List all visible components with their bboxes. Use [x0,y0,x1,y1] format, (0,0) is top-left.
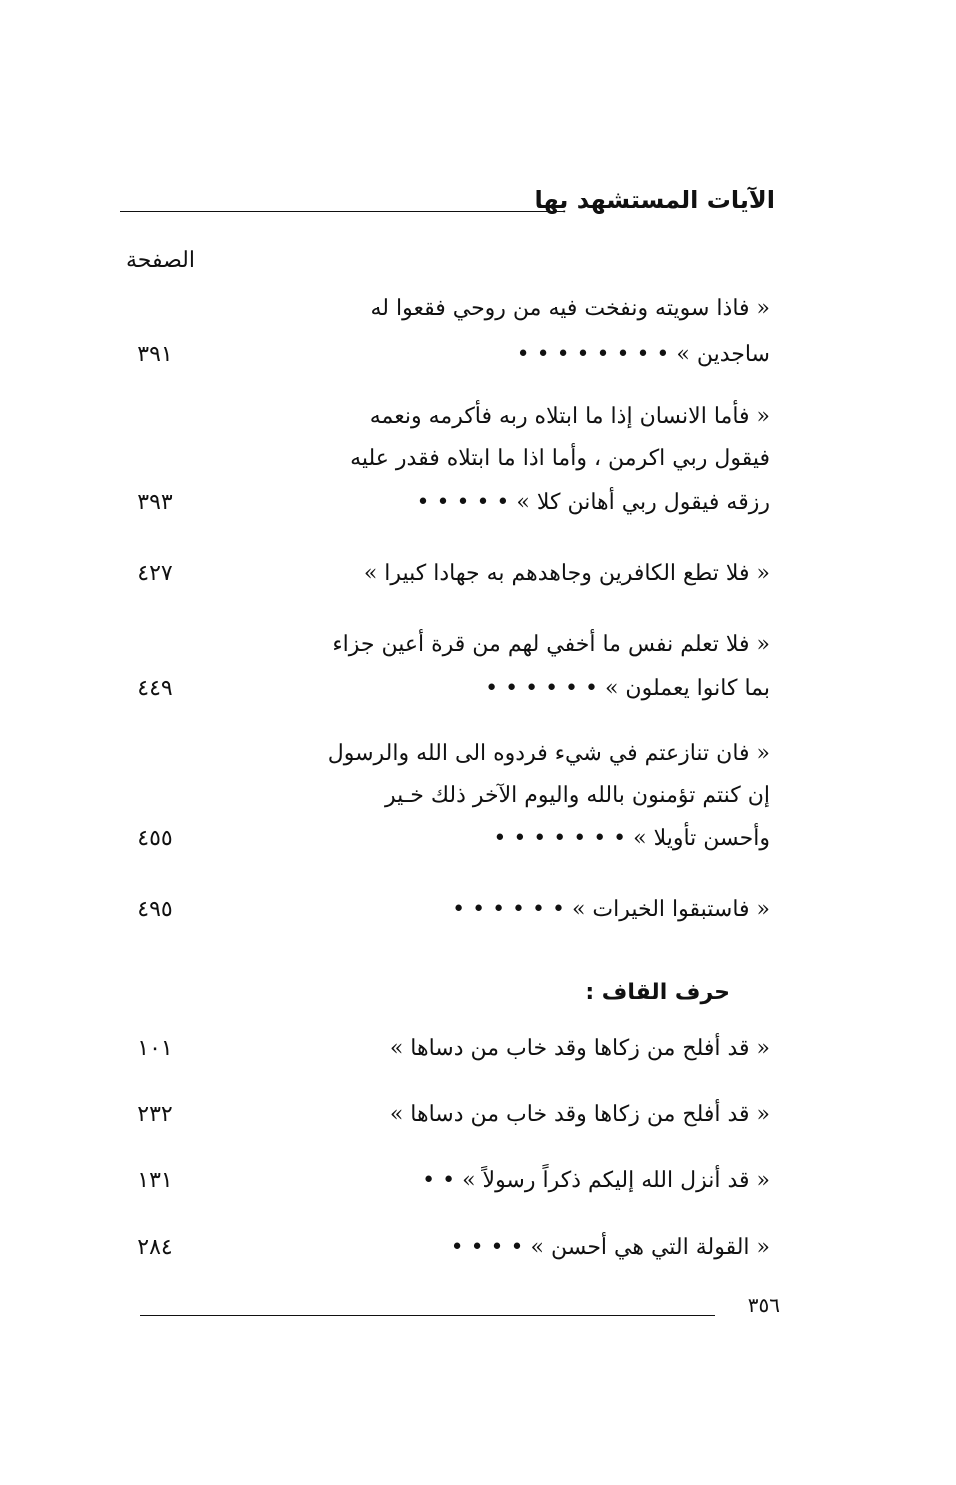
page-column-label: الصفحة [125,248,195,273]
entry-2-line-3: رزقه فيقول ربي أهانن كلا » • • • • • [416,490,770,515]
entry-1-line-2: ساجدين » • • • • • • • • [516,342,770,367]
qaf-entry-4-line-1: « القولة التي هي أحسن » • • • • [450,1235,770,1260]
entry-1-line-1: « فاذا سويته ونفخت فيه من روحي فقعوا له [370,296,770,321]
qaf-entry-2-page-number: ٢٣٢ [137,1102,173,1127]
entry-5-line-3: وأحسن تأويلا » • • • • • • • [493,826,770,851]
entry-3-page-number: ٤٢٧ [137,561,173,586]
qaf-entry-2-line-1: « قد أفلح من زكاها وقد خاب من دساها » [389,1102,770,1127]
entry-6-line-1: « فاستبقوا الخيرات » • • • • • • [452,897,770,922]
entry-5-page-number: ٤٥٥ [137,826,173,851]
entry-1-page-number: ٣٩١ [137,342,173,367]
entry-5-line-1: « فان تنازعتم في شيء فردوه الى الله والرسول [327,741,770,766]
entry-2-page-number: ٣٩٣ [137,490,173,515]
entry-2-line-2: فيقول ربي اكرمن ، وأما اذا ما ابتلاه فقدر عليه [350,446,770,471]
qaf-entry-1-page-number: ١٠١ [137,1036,173,1061]
qaf-entry-3-page-number: ١٣١ [137,1168,173,1193]
footer-page-number: ٣٥٦ [747,1293,780,1317]
entry-3-line-1: « فلا تطع الكافرين وجاهدهم به جهادا كبيرا » [363,561,770,586]
entry-4-line-1: « فلا تعلم نفس ما أخفي لهم من قرة أعين جزاء [332,632,770,657]
entry-5-line-2: إن كنتم تؤمنون بالله واليوم الآخر ذلك خـير [385,783,770,808]
qaf-entry-4-page-number: ٢٨٤ [137,1235,173,1260]
entry-6-page-number: ٤٩٥ [137,897,173,922]
entry-4-page-number: ٤٤٩ [137,676,173,701]
running-header-title: الآيات المستشهد بها [534,186,775,214]
footer-rule [140,1315,715,1316]
qaf-entry-1-line-1: « قد أفلح من زكاها وقد خاب من دساها » [389,1036,770,1061]
qaf-entry-3-line-1: « قد أنزل الله إليكم ذكراً رسولاً » • • [422,1168,770,1193]
section-heading-qaf: حرف القاف : [585,980,730,1005]
entry-2-line-1: « فأما الانسان إذا ما ابتلاه ربه فأكرمه ونعمه [369,404,770,429]
header-rule [120,211,565,212]
entry-4-line-2: بما كانوا يعملون » • • • • • • [485,676,770,701]
